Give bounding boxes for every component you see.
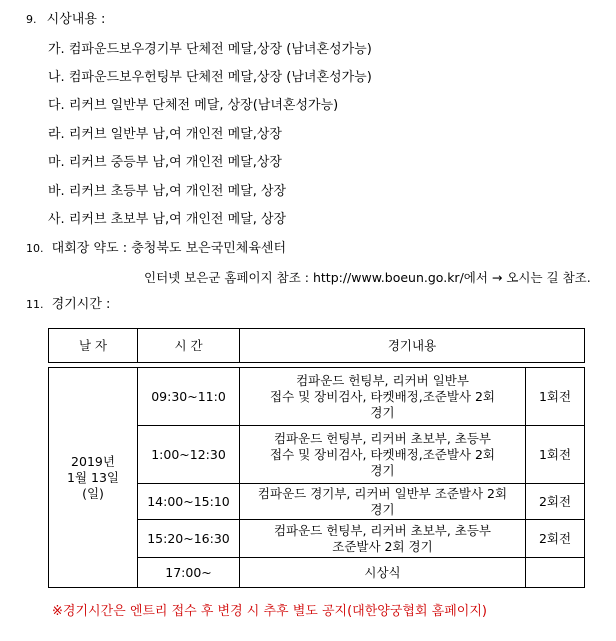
section-11-heading [26,297,110,313]
round-cell [526,558,585,588]
award-item: 나. 컴파운드보우헌팅부 단체전 메달,상장 (남녀혼성가능) [48,70,372,85]
date-weekday: (일) [82,485,104,501]
content-line: 조준발사 2회 경기 [332,538,433,554]
round-cell: 1회전 [526,426,585,484]
round-cell: 1회전 [526,368,585,426]
section-number: 11. [26,298,44,311]
content-line: 컴파운드 헌팅부, 리커버 초보부, 초등부 [273,430,492,446]
section-title: 경기시간 : [51,297,111,312]
content-line: 경기 [370,404,395,420]
time-cell: 15:20~16:30 [138,520,240,558]
venue-homepage-note: 인터넷 보은군 홈페이지 참조 : http://www.boeun.go.kr/에서 → 오시는 길 참조. [144,270,591,285]
award-item: 사. 리커브 초보부 남,여 개인전 메달, 상장 [48,212,287,227]
date-cell [49,368,138,588]
content-cell [240,484,526,520]
section-title: 시상내용 : [46,12,106,27]
round-cell: 2회전 [526,484,585,520]
content-line: 경기 [370,501,395,517]
award-item: 바. 리커브 초등부 남,여 개인전 메달, 상장 [48,184,287,199]
round-cell: 2회전 [526,520,585,558]
content-line: 컴파운드 경기부, 리커버 일반부 조준발사 2회 [257,485,508,501]
schedule-table [48,328,585,588]
header-date: 날 자 [49,329,138,363]
time-cell: 09:30~11:0 [138,368,240,426]
section-title: 대회장 약도 : 충청북도 보은국민체육센터 [51,241,287,256]
date-day: 1월 13일 [67,469,119,485]
header-time: 시 간 [138,329,240,363]
time-cell: 17:00~ [138,558,240,588]
award-item: 라. 리커브 일반부 남,여 개인전 메달,상장 [48,127,282,142]
content-cell [240,558,526,588]
award-item: 가. 컴파운드보우경기부 단체전 메달,상장 (남녀혼성가능) [48,42,372,57]
table-row [49,368,585,426]
content-cell [240,368,526,426]
content-cell [240,520,526,558]
schedule-footnote: ※경기시간은 엔트리 접수 후 변경 시 추후 별도 공지(대한양궁협회 홈페이지) [52,604,487,619]
content-line: 경기 [370,462,395,478]
section-9-heading [26,12,105,28]
content-cell [240,426,526,484]
section-number: 9. [26,13,37,26]
header-content: 경기내용 [240,329,585,363]
table-header-row [49,329,585,363]
award-item: 다. 리커브 일반부 단체전 메달, 상장(남녀혼성가능) [48,98,339,113]
time-cell: 1:00~12:30 [138,426,240,484]
content-line: 컴파운드 헌팅부, 리커버 초보부, 초등부 [273,522,492,538]
content-line: 접수 및 장비검사, 타켓배정,조준발사 2회 [270,388,495,404]
time-cell: 14:00~15:10 [138,484,240,520]
date-year: 2019년 [71,453,115,469]
content-line: 시상식 [364,564,401,580]
content-line: 컴파운드 헌팅부, 리커버 일반부 [296,372,469,388]
award-item: 마. 리커브 중등부 남,여 개인전 메달,상장 [48,155,282,170]
section-10-heading [26,241,286,257]
section-number: 10. [26,242,44,255]
content-line: 접수 및 장비검사, 타켓배정,조준발사 2회 [270,446,495,462]
